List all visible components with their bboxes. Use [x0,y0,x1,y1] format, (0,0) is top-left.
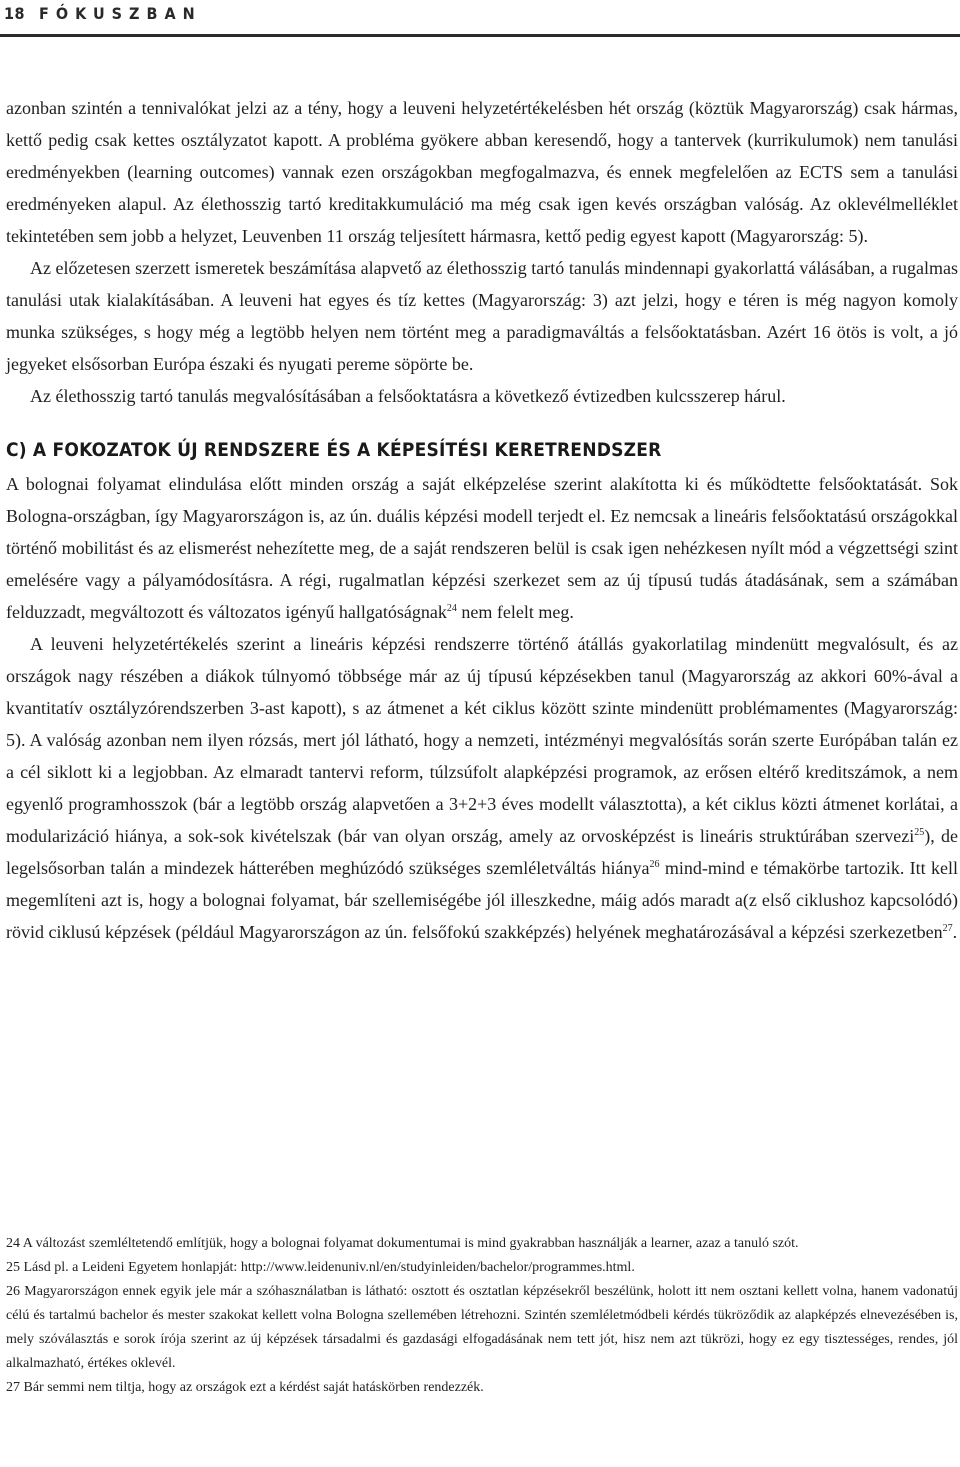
body-text [6,92,958,948]
section-heading: C) A FOKOZATOK ÚJ RENDSZERE ÉS A KÉPESÍTÉSI KERETRENDSZER [6,439,662,461]
footnote-reference[interactable]: 25 [914,827,925,838]
footnote-reference[interactable]: 24 [446,603,457,614]
footnote-reference[interactable]: 27 [942,923,953,934]
header-rule [0,34,960,37]
paragraph [6,468,958,628]
paragraph-text: A bolognai folyamat elindulása előtt minden ország a saját elképzelése szerint alakította ki és működtette felsőoktatását. Sok Bologna-országban, így Magyarországon is, az ún. duális képzési modell terjedt el. Ez nemcsak a lineáris felsőoktatású országokkal történő mobilitást és az elismerést nehezítette meg, de a saját rendszeren belül is csak igen nehézkesen nyílt mód a végzettségi szint emelésére vagy a pályamódosításra. A régi, rugalmatlan képzési szerkezet sem az új típusú tudás átadásának, sem a számában felduzzadt, megváltozott és változatos igényű hallgatóságnak [6,474,958,622]
running-title: FÓKUSZBAN [39,3,202,23]
page-number: 18 [4,3,26,23]
paragraph-text: . [952,922,958,942]
paragraph: azonban szintén a tennivalókat jelzi az a tény, hogy a leuveni helyzetértékelésben hét ország (köztük Magyarország) csak hármas, kettő pedig csak kettes osztályzatot kapott. A probléma gyökere abban keresendő, hogy a tantervek (kurrikulumok) nem tanulási eredményekben (learning outcomes) vannak ezen országokban megfogalmazva, és ennek megfelelően az ECTS sem a tanulási eredményeken alapul. Az élethosszig tartó kreditakkumuláció ma még csak igen kevés országban valóság. Az oklevélmelléklet tekintetében sem jobb a helyzet, Leuvenben 11 ország teljesített hármasra, kettő pedig egyest kapott (Magyarország: 5). [6,98,958,246]
footnotes [6,1232,958,1400]
paragraph-text: mind-mind e témakörbe tartozik. Itt kell megemlíteni azt is, hogy a bolognai folyamat, bár szellemiségébe jól illeszkedne, máig adós maradt a(z első ciklushoz kapcsolódó) rövid ciklusú képzések (például Magyarországon az ún. felsőfokú szakképzés) helyének meghatározásával a képzési szerkezetben [6,858,958,942]
paragraph-text: A leuveni helyzetértékelés szerint a lineáris képzési rendszerre történő átállás gyakorlatilag mindenütt megvalósult, és az országok nagy részében a diákok túlnyomó többsége már az új típusú képzésekben tanul (Magyarország az akkori 60%-ával a kvantitatív osztályzórendszerben 3-ast kapott), s az átmenet a két ciklus között szinte mindenütt problémamentes (Magyarország: 5). A valóság azonban nem ilyen rózsás, mert jól látható, hogy a nemzeti, intézményi megvalósítás során szerte Európában talán ez a cél siklott ki a legjobban. Az elmaradt tantervi reform, túlzsúfolt alapképzési programok, az erősen eltérő kreditszámok, a nem egyenlő programhosszok (bár a legtöbb ország alapvetően a 3+2+3 éves modellt választotta), a két ciklus közti átmenet korlátai, a modularizáció hiánya, a sok-sok kivételszak (bár van olyan ország, amely az orvosképzést is lineáris struktúrában szervezi [6,634,958,846]
footnote: 27 Bár semmi nem tiltja, hogy az országok ezt a kérdést saját hatáskörben rendezzék. [6,1380,484,1395]
running-header [4,2,202,24]
footnote: 26 Magyarországon ennek egyik jele már a szóhasználatban is látható: osztott és osztatlan képzésekről beszélünk, holott itt nem osztani kellett volna, hanem vadonatúj célú és tartalmú bachelor és mester szakokat kellett volna Bologna szellemében létrehozni. Szintén szemléletmódbeli kérdés tükröződik az alapképzés elnevezésében is, mely szóválasztás e sorok írója szerint az új képzések társadalmi és gazdasági elfogadásának nem tett jót, hisz nem azt tükrözi, hogy ez egy tisztességes, rendes, jól alkalmazható, értékes oklevél. [6,1284,958,1371]
paragraph-text: ), de legelsősorban talán a mindezek hátterében meghúzódó szükséges szemléletváltás hiánya [6,826,958,878]
footnote: 25 Lásd pl. a Leideni Egyetem honlapját: http://www.leidenuniv.nl/en/studyinleiden/bachelor/programmes.html. [6,1260,635,1275]
paragraph: Az élethosszig tartó tanulás megvalósításában a felsőoktatásra a következő évtizedben kulcsszerep hárul. [30,386,786,406]
paragraph [6,628,958,948]
footnote-reference[interactable]: 26 [649,859,660,870]
paragraph: Az előzetesen szerzett ismeretek beszámítása alapvető az élethosszig tartó tanulás mindennapi gyakorlattá válásában, a rugalmas tanulási utak kialakításában. A leuveni hat egyes és tíz kettes (Magyarország: 3) azt jelzi, hogy e téren is még nagyon komoly munka szükséges, s hogy még a legtöbb helyen nem történt meg a paradigmaváltás a felsőoktatásban. Azért 16 ötös is volt, a jó jegyeket elsősorban Európa északi és nyugati pereme söpörte be. [6,258,958,374]
paragraph-text: nem felelt meg. [456,602,574,622]
footnote: 24 A változást szemléltetendő említjük, hogy a bolognai folyamat dokumentumai is mind gyakrabban használják a learner, azaz a tanuló szót. [6,1236,799,1251]
